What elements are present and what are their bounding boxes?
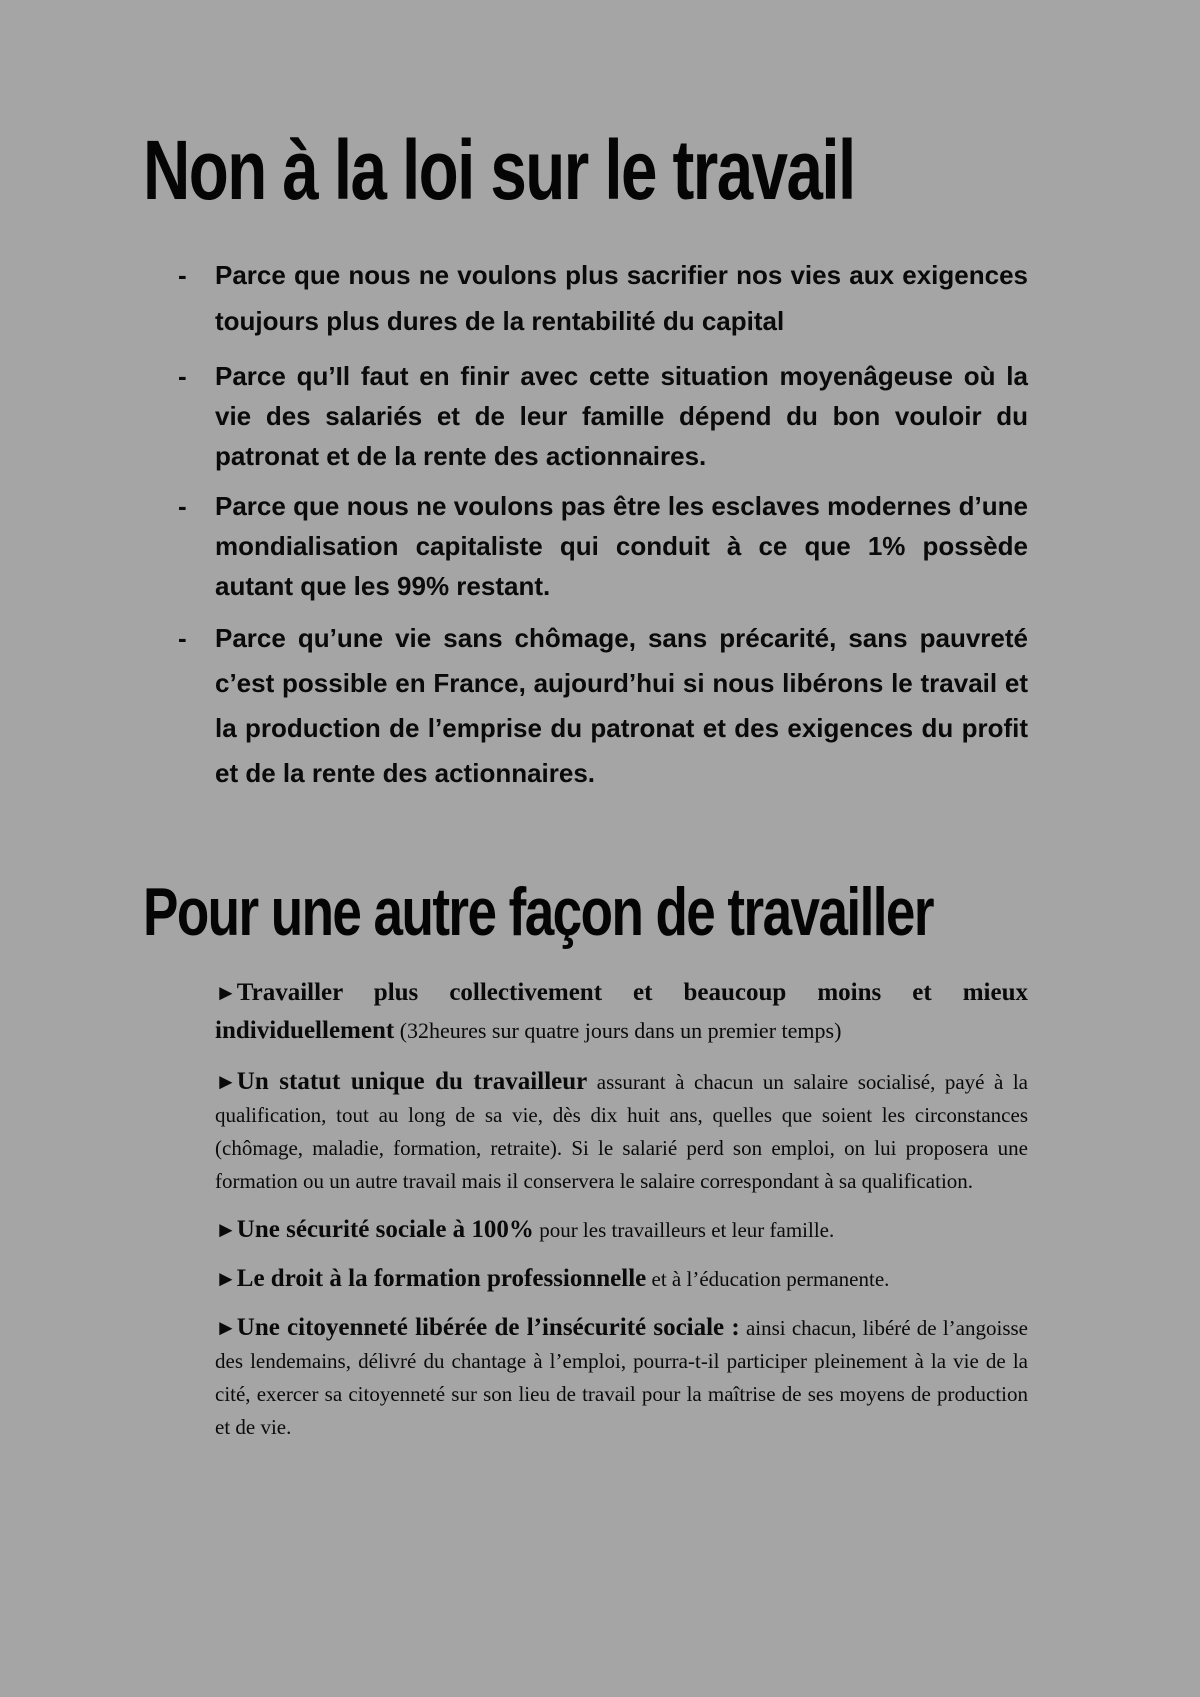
dash-marker: -	[178, 623, 187, 653]
list-item	[178, 616, 1028, 796]
list-item	[215, 1065, 1028, 1198]
list-item	[178, 356, 1028, 476]
reason-text: Parce que nous ne voulons plus sacrifier nos vies aux exigences toujours plus dures de la rentabilité du capital	[215, 260, 1028, 336]
section-title: Pour une autre façon de travailler	[143, 874, 933, 950]
proposal-text: pour les travailleurs et leur famille.	[533, 1218, 835, 1242]
list-item	[215, 1262, 1028, 1296]
reasons-list	[178, 252, 1028, 796]
reason-text: Parce qu’une vie sans chômage, sans précarité, sans pauvreté c’est possible en France, aujourd’hui si nous libérons le travail et la production de l’emprise du patronat et des exigences du profit et de la rente des actionnaires.	[215, 623, 1028, 788]
reason-text: Parce que nous ne voulons pas être les esclaves modernes d’une mondialisation capitaliste qui conduit à ce que 1% possède autant que les 99% restant.	[215, 491, 1028, 601]
proposal-text: assurant à chacun un salaire socialisé, payé à la qualification, tout au long de sa vie, dès dix huit ans, quelles que soient les circonstances (chômage, maladie, formation, retraite). Si le salarié perd son emploi, on lui proposera une formation ou un autre travail mais il conservera le salaire correspondant à sa qualification.	[215, 1070, 1028, 1193]
proposals-list	[215, 974, 1028, 1459]
list-item	[178, 486, 1028, 606]
triangle-bullet-icon: ►	[215, 1315, 237, 1340]
page-title: Non à la loi sur le travail	[143, 123, 855, 217]
list-item	[178, 252, 1028, 344]
proposal-heading: Une sécurité sociale à 100%	[236, 1216, 534, 1243]
triangle-bullet-icon: ►	[215, 1266, 237, 1291]
proposal-text: et à l’éducation permanente.	[646, 1267, 890, 1291]
triangle-bullet-icon: ►	[215, 980, 237, 1005]
proposal-heading: Le droit à la formation professionnelle	[236, 1265, 647, 1292]
list-item	[215, 974, 1028, 1050]
dash-marker: -	[178, 491, 187, 521]
list-item	[215, 1311, 1028, 1444]
reason-text: Parce qu’Il faut en finir avec cette situation moyenâgeuse où la vie des salariés et de leur famille dépend du bon vouloir du patronat et de la rente des actionnaires.	[215, 361, 1028, 471]
proposal-text: ainsi chacun, libéré de l’angoisse des lendemains, délivré du chantage à l’emploi, pourra-t-il participer pleinement à la vie de la cité, exercer sa citoyenneté sur son lieu de travail pour la maîtrise de ses moyens de production et de vie.	[215, 1316, 1028, 1439]
triangle-bullet-icon: ►	[215, 1069, 237, 1094]
proposal-heading: Une citoyenneté libérée de l’insécurité sociale :	[236, 1314, 740, 1341]
proposal-heading: Un statut unique du travailleur	[236, 1068, 588, 1095]
proposal-heading: Travailler plus collectivement et beaucoup moins et mieux individuellement	[215, 979, 1028, 1044]
triangle-bullet-icon: ►	[215, 1217, 237, 1242]
list-item	[215, 1213, 1028, 1247]
dash-marker: -	[178, 260, 187, 290]
dash-marker: -	[178, 361, 187, 391]
proposal-text: (32heures sur quatre jours dans un premier temps)	[394, 1018, 842, 1043]
